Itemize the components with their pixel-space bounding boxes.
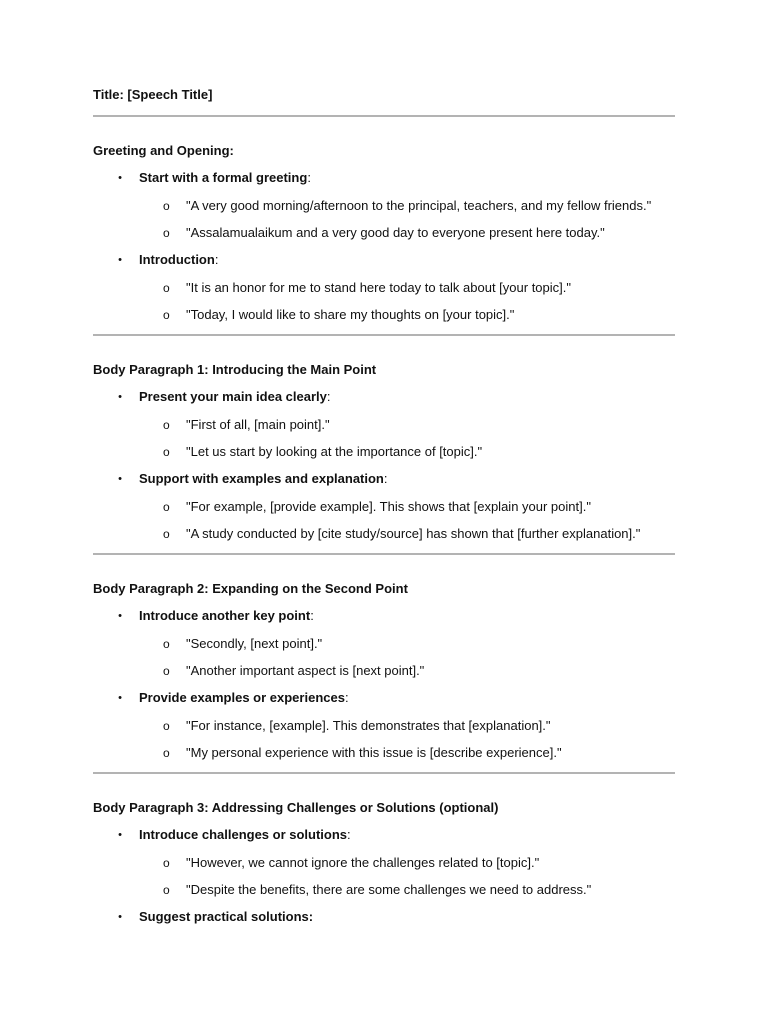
bullet-icon: • xyxy=(118,172,122,184)
sub-list-item xyxy=(139,497,675,517)
sub-bullet-list xyxy=(139,853,675,901)
list-item-label: Introduction xyxy=(139,252,215,267)
hollow-bullet-icon: o xyxy=(163,417,170,432)
list-item-row xyxy=(118,469,675,489)
section-divider xyxy=(93,334,675,336)
hollow-bullet-icon: o xyxy=(163,445,170,459)
list-item-row xyxy=(118,168,675,188)
sub-list-item xyxy=(139,853,675,873)
sub-list-item xyxy=(139,880,675,900)
hollow-bullet-icon: o xyxy=(163,226,170,240)
sub-list-item xyxy=(139,743,675,763)
sub-list-item xyxy=(139,634,675,654)
sub-list-item-text: "Another important aspect is [next point]." xyxy=(186,663,425,678)
list-item-suffix: : xyxy=(310,608,314,623)
hollow-bullet-icon: o xyxy=(163,746,170,760)
bullet-icon: • xyxy=(118,692,122,704)
sub-list-item-text: "First of all, [main point]." xyxy=(186,416,330,432)
list-item xyxy=(93,387,675,462)
section-heading: Body Paragraph 3: Addressing Challenges or Solutions (optional) xyxy=(93,800,499,815)
section xyxy=(93,360,675,555)
sub-list-item-text: "Let us start by looking at the importance of [topic]." xyxy=(186,444,483,459)
list-item-suffix: : xyxy=(347,827,351,842)
sub-list-item xyxy=(139,196,675,216)
list-item-suffix: : xyxy=(344,690,349,705)
title-divider xyxy=(93,115,675,117)
bullet-icon: • xyxy=(118,254,122,266)
list-item-label: Provide examples or experiences xyxy=(139,690,345,705)
sub-bullet-list xyxy=(139,196,675,244)
hollow-bullet-icon: o xyxy=(163,280,170,295)
hollow-bullet-icon: o xyxy=(163,198,170,213)
hollow-bullet-icon: o xyxy=(163,636,170,651)
list-item-row xyxy=(118,606,675,626)
bullet-list xyxy=(93,387,675,544)
sub-bullet-list xyxy=(139,716,675,764)
sub-list-item xyxy=(139,442,675,462)
sub-bullet-list xyxy=(139,278,675,326)
sub-list-item-text: "A study conducted by [cite study/source] has shown that [further explanation]." xyxy=(186,526,641,541)
list-item-row xyxy=(118,688,675,708)
section-heading: Greeting and Opening: xyxy=(93,143,234,158)
sub-list-item xyxy=(139,278,675,298)
hollow-bullet-icon: o xyxy=(163,499,170,514)
sub-list-item-text: "Today, I would like to share my thoughts on [your topic]." xyxy=(186,307,515,322)
list-item-label: Introduce another key point xyxy=(139,608,311,623)
hollow-bullet-icon: o xyxy=(163,855,170,870)
bullet-list xyxy=(93,168,675,325)
list-item xyxy=(93,168,675,243)
section-divider xyxy=(93,553,675,555)
list-item-label: Start with a formal greeting xyxy=(139,170,308,185)
list-item-row xyxy=(118,250,675,270)
list-item-suffix: : xyxy=(307,170,311,185)
bullet-icon: • xyxy=(118,829,122,841)
sub-list-item-text: "For example, [provide example]. This shows that [explain your point]." xyxy=(186,498,591,514)
sub-list-item-text: "It is an honor for me to stand here today to talk about [your topic]." xyxy=(186,279,571,295)
bullet-icon: • xyxy=(118,391,122,403)
list-item-row xyxy=(118,387,675,407)
list-item-row xyxy=(118,825,675,845)
hollow-bullet-icon: o xyxy=(163,664,170,678)
bullet-icon: • xyxy=(118,911,122,923)
bullet-icon: • xyxy=(118,473,122,485)
list-item-label: Introduce challenges or solutions xyxy=(139,827,348,842)
list-item xyxy=(93,907,675,927)
list-item-suffix: : xyxy=(383,471,388,486)
list-item-label: Suggest practical solutions: xyxy=(139,909,314,924)
sub-list-item xyxy=(139,223,675,243)
sub-list-item-text: "Despite the benefits, there are some challenges we need to address." xyxy=(186,882,592,897)
list-item xyxy=(93,688,675,763)
section-divider xyxy=(93,772,675,774)
bullet-list xyxy=(93,825,675,927)
bullet-list xyxy=(93,606,675,763)
sub-bullet-list xyxy=(139,634,675,682)
sub-list-item-text: "However, we cannot ignore the challenges related to [topic]." xyxy=(186,854,540,870)
sub-list-item-text: "A very good morning/afternoon to the principal, teachers, and my fellow friends." xyxy=(186,197,652,213)
hollow-bullet-icon: o xyxy=(163,883,170,897)
section xyxy=(93,141,675,336)
section-heading: Body Paragraph 2: Expanding on the Second Point xyxy=(93,581,408,596)
document-body xyxy=(93,141,675,927)
sub-list-item xyxy=(139,661,675,681)
list-item-suffix: : xyxy=(326,389,331,404)
list-item xyxy=(93,606,675,681)
sub-bullet-list xyxy=(139,497,675,545)
section-heading: Body Paragraph 1: Introducing the Main Point xyxy=(93,362,377,377)
sub-list-item xyxy=(139,415,675,435)
list-item-label: Present your main idea clearly xyxy=(139,389,327,404)
sub-bullet-list xyxy=(139,415,675,463)
section xyxy=(93,579,675,774)
list-item xyxy=(93,469,675,544)
sub-list-item xyxy=(139,305,675,325)
list-item-suffix: : xyxy=(214,252,219,267)
document-page xyxy=(93,85,675,927)
list-item-row xyxy=(118,907,675,927)
sub-list-item-text: "Assalamualaikum and a very good day to everyone present here today." xyxy=(186,225,605,240)
list-item xyxy=(93,250,675,325)
list-item-label: Support with examples and explanation xyxy=(139,471,384,486)
hollow-bullet-icon: o xyxy=(163,527,170,541)
speech-title: Title: [Speech Title] xyxy=(93,87,213,102)
sub-list-item xyxy=(139,716,675,736)
hollow-bullet-icon: o xyxy=(163,718,170,733)
sub-list-item-text: "For instance, [example]. This demonstrates that [explanation]." xyxy=(186,717,551,733)
sub-list-item xyxy=(139,524,675,544)
list-item xyxy=(93,825,675,900)
bullet-icon: • xyxy=(118,610,122,622)
hollow-bullet-icon: o xyxy=(163,308,170,322)
sub-list-item-text: "My personal experience with this issue is [describe experience]." xyxy=(186,745,562,760)
section xyxy=(93,798,675,927)
sub-list-item-text: "Secondly, [next point]." xyxy=(186,635,323,651)
